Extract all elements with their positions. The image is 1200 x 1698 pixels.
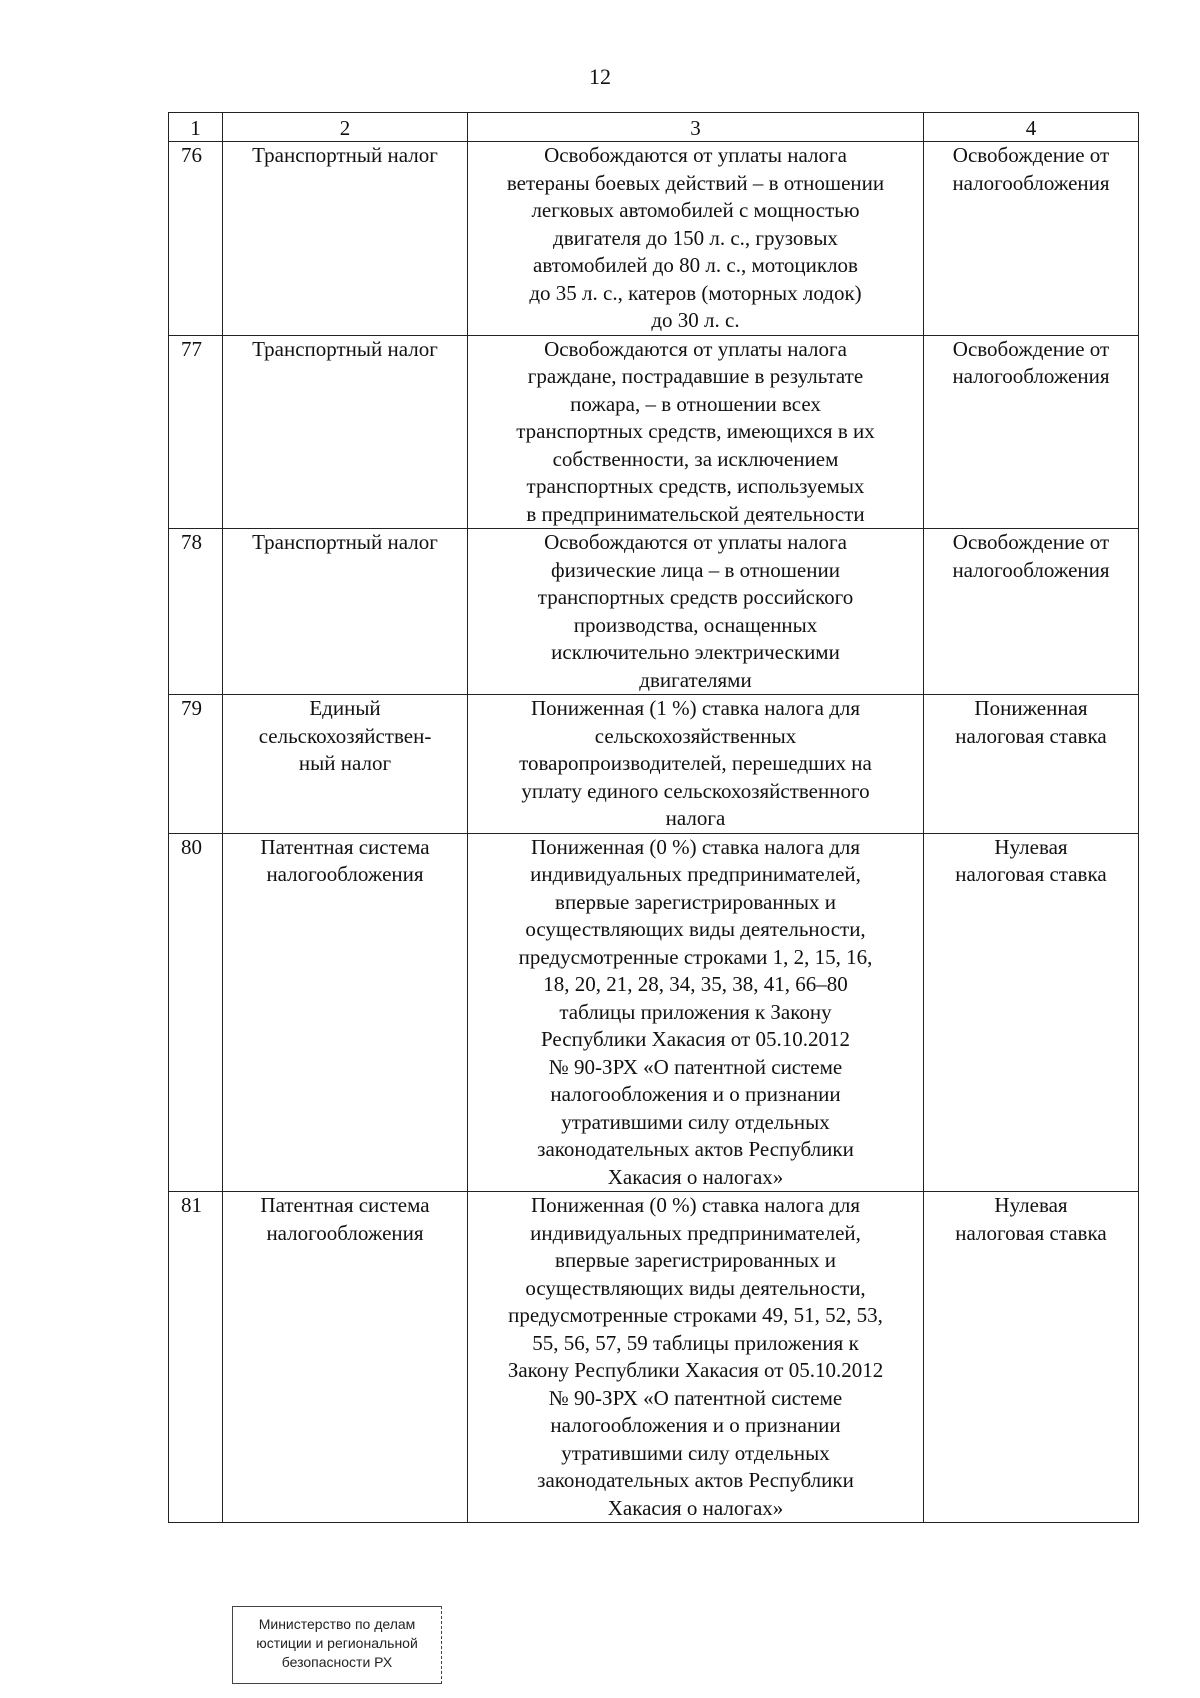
benefit-description: Освобождаются от уплаты налога ветераны боевых действий – в отношении легковых автомобилей с мощностью двигателя до 150 л. с., грузовых автомобилей до 80 л. с., мотоциклов до 35 л. с., катеров (моторных лодок) до 30 л. с. [468,142,924,336]
header-cell-2: 2 [223,113,468,142]
stamp-line: безопасности РХ [281,1654,393,1670]
header-cell-3: 3 [468,113,924,142]
tax-name: Транспортный налог [223,529,468,695]
benefit-type: Пониженная налоговая ставка [924,695,1139,834]
tax-name: Единый сельскохозяйствен- ный налог [223,695,468,834]
table-row [169,695,1139,834]
benefit-description: Освобождаются от уплаты налога граждане, пострадавшие в результате пожара, – в отношении всех транспортных средств, имеющихся в их собственности, за исключением транспортных средств, используемых в предпринимательской деятельности [468,335,924,529]
stamp-line: Министерство по делам [258,1616,416,1632]
benefit-description: Освобождаются от уплаты налога физические лица – в отношении транспортных средств российского производства, оснащенных исключительно электрическими двигателями [468,529,924,695]
row-number: 79 [169,695,223,834]
benefit-type: Нулевая налоговая ставка [924,1192,1139,1523]
header-cell-4: 4 [924,113,1139,142]
benefit-type: Освобождение от налогообложения [924,529,1139,695]
row-number: 77 [169,335,223,529]
table-header-row [169,113,1139,142]
tax-name: Транспортный налог [223,142,468,336]
tax-name: Транспортный налог [223,335,468,529]
page-number: 12 [589,64,611,89]
benefit-description: Пониженная (0 %) ставка налога для индивидуальных предпринимателей, впервые зарегистрированных и осуществляющих виды деятельности, предусмотренные строками 49, 51, 52, 53, 55, 56, 57, 59 таблицы приложения к Закону Республики Хакасия от 05.10.2012 № 90-ЗРХ «О патентной системе налогообложения и о признании утратившими силу отдельных законодательных актов Республики Хакасия о налогах» [468,1192,924,1523]
benefit-type: Освобождение от налогообложения [924,142,1139,336]
table-row [169,529,1139,695]
table-row [169,335,1139,529]
benefit-type: Освобождение от налогообложения [924,335,1139,529]
table-row [169,1192,1139,1523]
row-number: 81 [169,1192,223,1523]
row-number: 78 [169,529,223,695]
benefits-table [168,112,1139,1523]
benefit-description: Пониженная (0 %) ставка налога для индивидуальных предпринимателей, впервые зарегистрированных и осуществляющих виды деятельности, предусмотренные строками 1, 2, 15, 16, 18, 20, 21, 28, 34, 35, 38, 41, 66–80 таблицы приложения к Закону Республики Хакасия от 05.10.2012 № 90-ЗРХ «О патентной системе налогообложения и о признании утратившими силу отдельных законодательных актов Республики Хакасия о налогах» [468,833,924,1192]
table-row [169,142,1139,336]
benefit-description: Пониженная (1 %) ставка налога для сельскохозяйственных товаропроизводителей, перешедших на уплату единого сельскохозяйственного налога [468,695,924,834]
tax-name: Патентная система налогообложения [223,1192,468,1523]
row-number: 76 [169,142,223,336]
stamp-line: юстиции и региональной [256,1635,418,1651]
header-cell-1: 1 [169,113,223,142]
ministry-stamp [232,1606,442,1684]
table-row [169,833,1139,1192]
benefit-type: Нулевая налоговая ставка [924,833,1139,1192]
tax-name: Патентная система налогообложения [223,833,468,1192]
row-number: 80 [169,833,223,1192]
